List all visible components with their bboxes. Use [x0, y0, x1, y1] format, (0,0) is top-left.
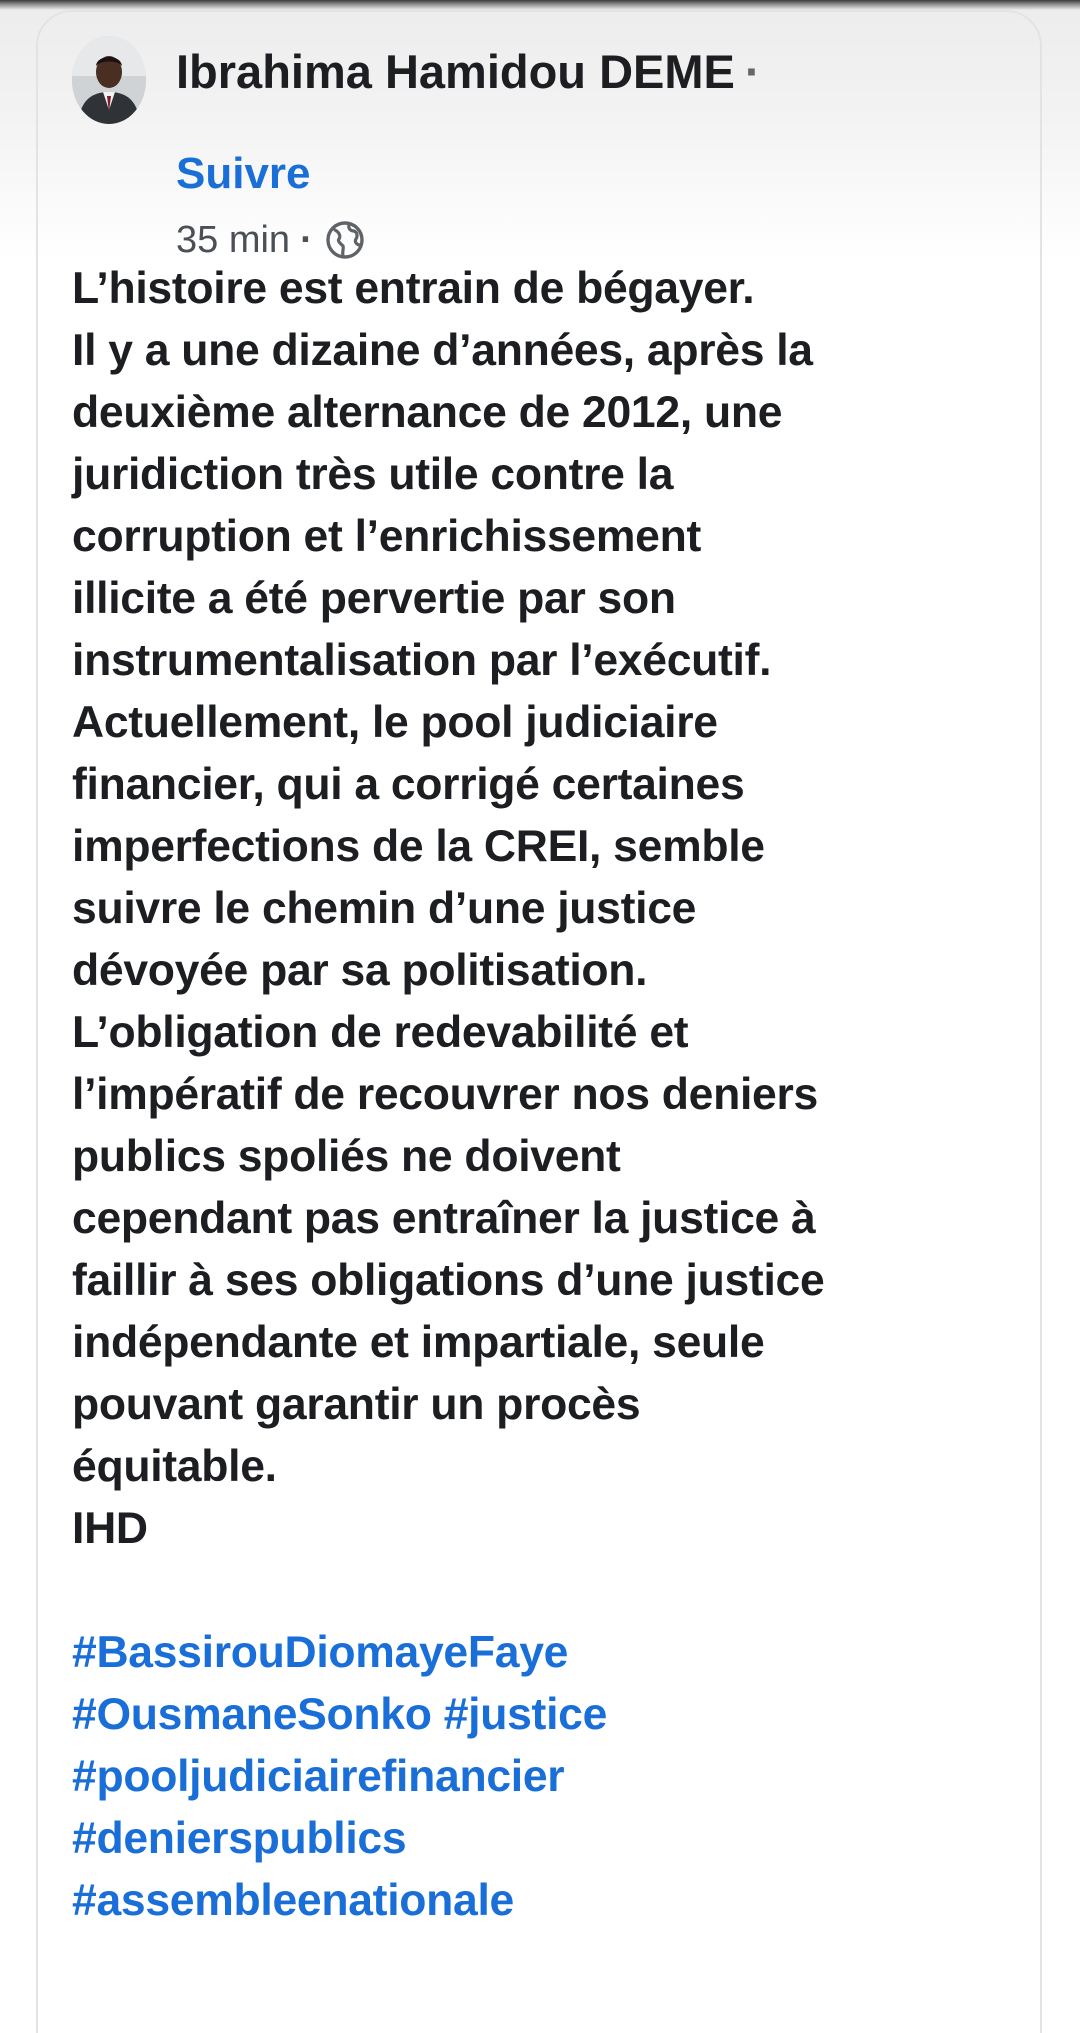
post-time[interactable]: 35 min — [176, 218, 291, 261]
top-edge-shadow — [0, 0, 1080, 10]
post-text-line: Actuellement, le pool judiciaire — [72, 698, 718, 747]
post-text-line: cependant pas entraîner la justice à — [72, 1194, 816, 1243]
author-name[interactable]: Ibrahima Hamidou DEME — [176, 45, 735, 98]
post-text-line: L’histoire est entrain de bégayer. — [72, 264, 755, 313]
hashtag-row — [72, 1684, 1022, 1746]
hashtag-link[interactable]: #BassirouDiomayeFaye — [72, 1628, 569, 1677]
post-text-line: imperfections de la CREI, semble — [72, 822, 765, 871]
post-text-line: Il y a une dizaine d’années, après la — [72, 326, 813, 375]
post-text-line: dévoyée par sa politisation. — [72, 946, 648, 995]
post-text-line: instrumentalisation par l’exécutif. — [72, 636, 772, 685]
hashtag-link[interactable]: #denierspublics — [72, 1814, 407, 1863]
post-text-line: pouvant garantir un procès — [72, 1380, 641, 1429]
post-text-line: équitable. — [72, 1442, 277, 1491]
hashtag-link[interactable]: #assembleenationale — [72, 1876, 514, 1925]
post-text-line: suivre le chemin d’une justice — [72, 884, 697, 933]
post-text-line: l’impératif de recouvrer nos deniers — [72, 1070, 818, 1119]
post-text-line: juridiction très utile contre la — [72, 450, 674, 499]
post-text-line: faillir à ses obligations d’une justice — [72, 1256, 825, 1305]
post-text-line: corruption et l’enrichissement — [72, 512, 701, 561]
globe-icon[interactable] — [323, 218, 367, 262]
post-body — [72, 258, 1022, 1932]
post-text-line: illicite a été pervertie par son — [72, 574, 676, 623]
follow-button[interactable]: Suivre — [176, 149, 311, 198]
post-signature: IHD — [72, 1504, 148, 1553]
post-header — [72, 36, 1032, 261]
author-name-line — [176, 40, 761, 104]
post-text-line: deuxième alternance de 2012, une — [72, 388, 783, 437]
hashtag-link[interactable]: #justice — [443, 1690, 608, 1739]
hashtag-link[interactable]: #pooljudiciairefinancier — [72, 1752, 565, 1801]
post-text-line: publics spoliés ne doivent — [72, 1132, 621, 1181]
meta-separator: · — [300, 218, 313, 261]
hashtag-link[interactable]: #OusmaneSonko — [72, 1690, 432, 1739]
author-separator: · — [744, 45, 761, 98]
author-avatar[interactable] — [72, 36, 146, 124]
post-text-line: financier, qui a corrigé certaines — [72, 760, 745, 809]
post-text-line: indépendante et impartiale, seule — [72, 1318, 765, 1367]
person-avatar-icon — [72, 36, 146, 124]
paragraph-spacer — [72, 1560, 1022, 1622]
post-text-line: L’obligation de redevabilité et — [72, 1008, 689, 1057]
